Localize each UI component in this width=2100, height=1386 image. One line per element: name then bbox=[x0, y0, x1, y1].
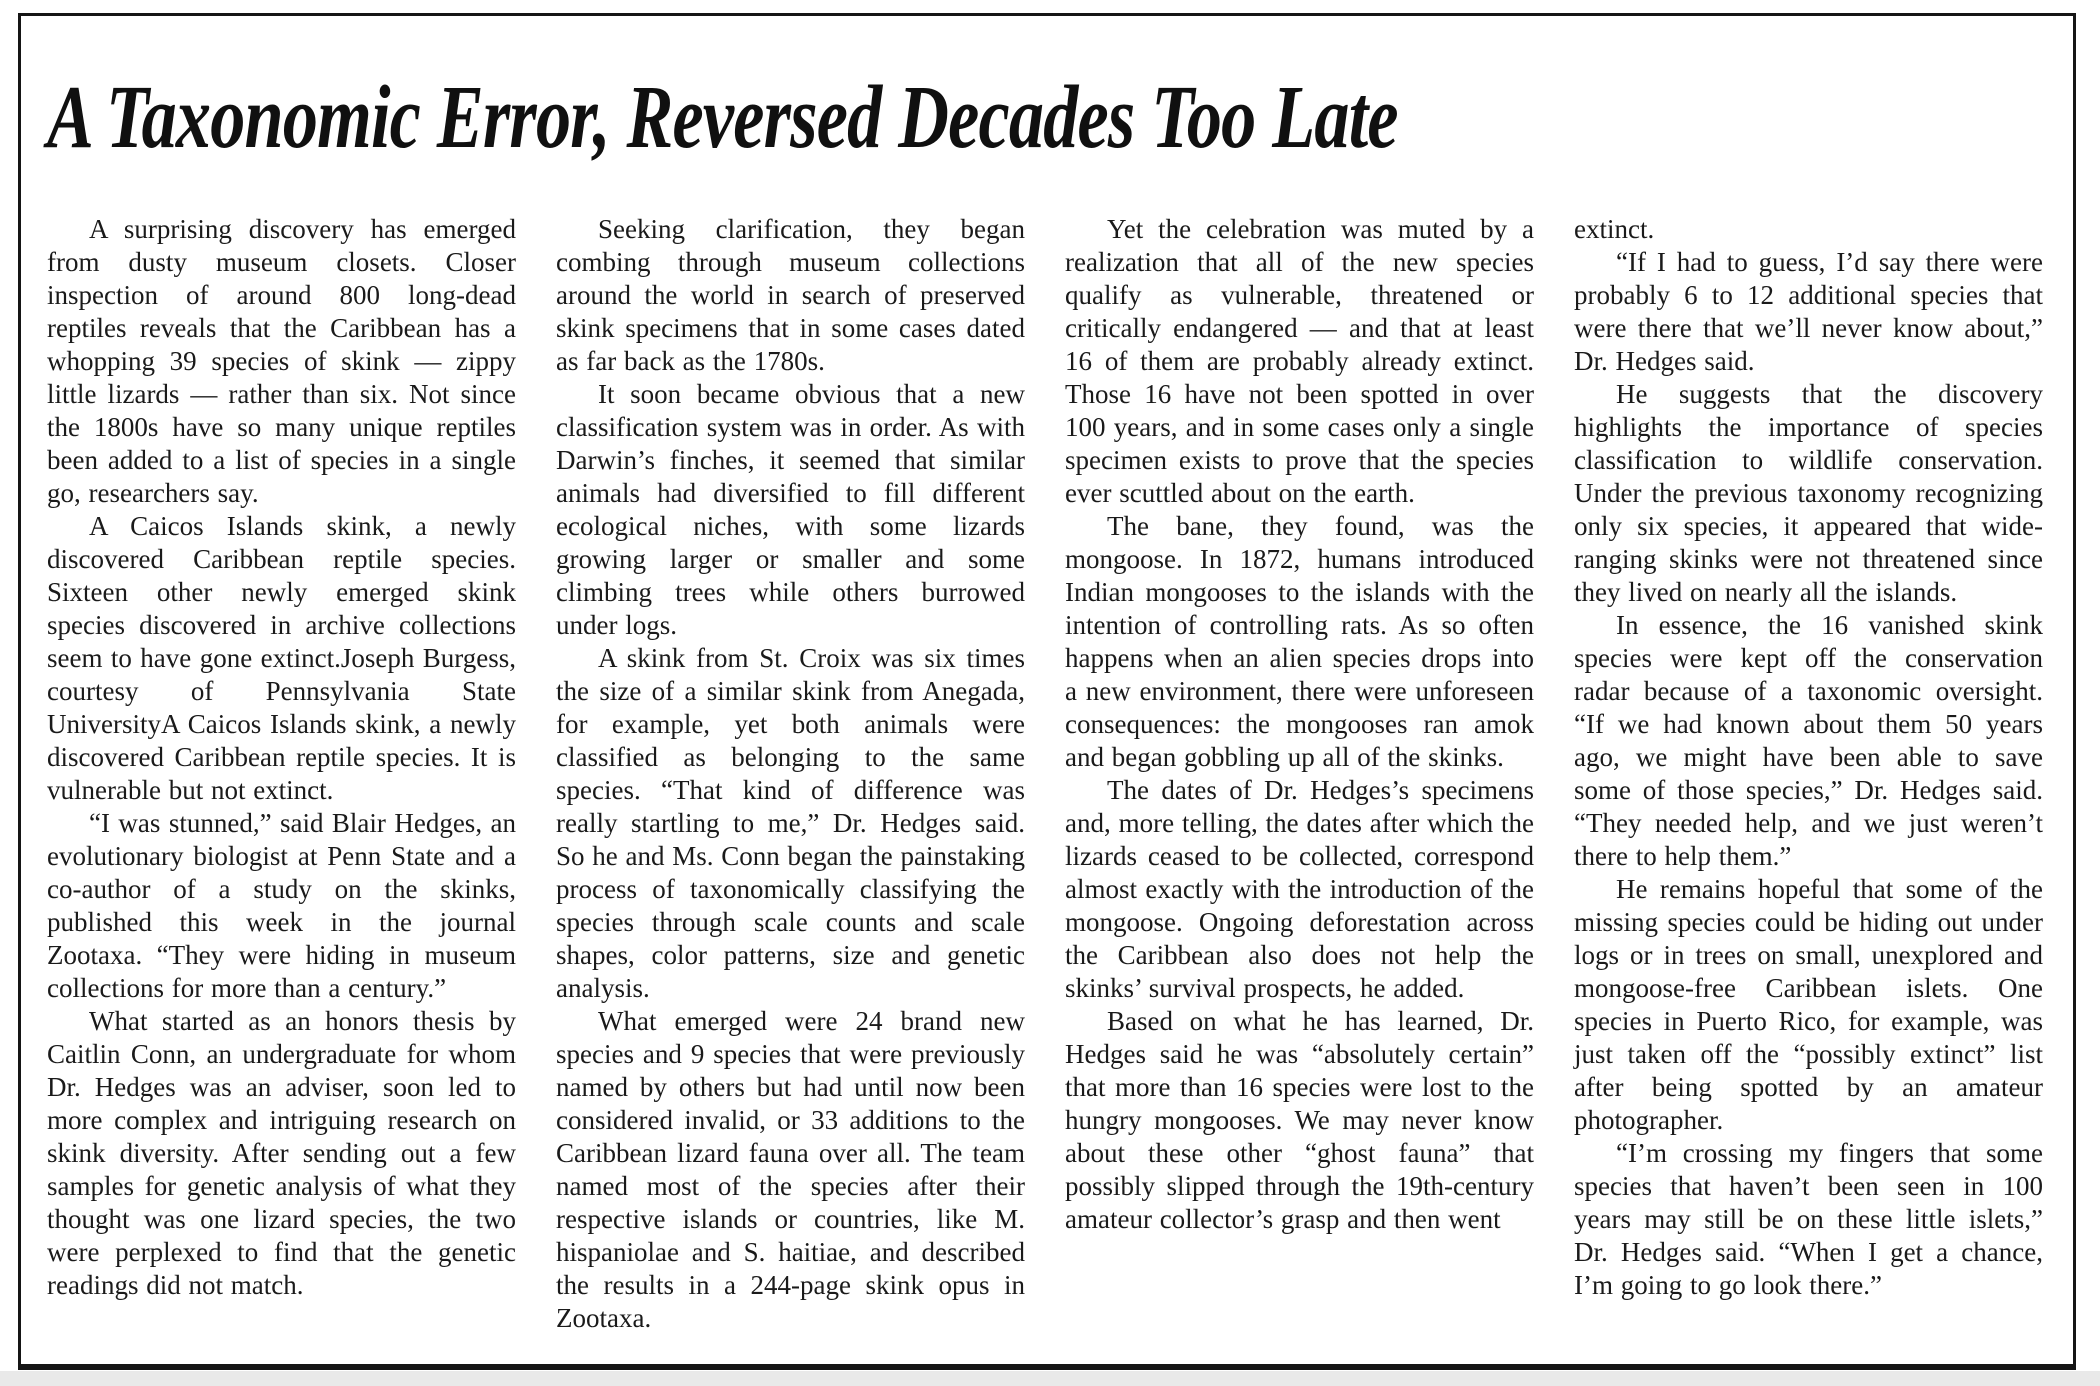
article-paragraph: In essence, the 16 vanished skink species were kept off the conservation radar because of a taxonomic oversight. “If we had known about them 50 years ago, we might have been able to save some of those species,” Dr. Hedges said. “They needed help, and we just weren’t there to help them.” bbox=[1574, 609, 2043, 871]
article-columns bbox=[47, 213, 2043, 1335]
article-paragraph: What started as an honors thesis by Caitlin Conn, an undergraduate for whom Dr. Hedges was an adviser, soon led to more complex and intriguing research on skink diversity. After sending out a few samples for genetic analysis of what they thought was one lizard species, the two were perplexed to find that the genetic readings did not match. bbox=[47, 1005, 516, 1300]
article-paragraph: Yet the celebration was muted by a realization that all of the new species qualify as vulnerable, threatened or critically endangered — and that at least 16 of them are probably already extinct. Those 16 have not been spotted in over 100 years, and in some cases only a single specimen exists to prove that the species ever scuttled about on the earth. bbox=[1065, 213, 1534, 508]
article-paragraph: Based on what he has learned, Dr. Hedges said he was “absolutely certain” that more than 16 species were lost to the hungry mongooses. We may never know about these other “ghost fauna” that possibly slipped through the 19th-century amateur collector’s grasp and then went bbox=[1065, 1005, 1534, 1234]
article-paragraph: A surprising discovery has emerged from dusty museum closets. Closer inspection of around 800 long-dead reptiles reveals that the Caribbean has a whopping 39 species of skink — zippy little lizards — rather than six. Not since the 1800s have so many unique reptiles been added to a list of species in a single go, researchers say. bbox=[47, 213, 516, 508]
article-paragraph: “If I had to guess, I’d say there were probably 6 to 12 additional species that were there that we’ll never know about,” Dr. Hedges said. bbox=[1574, 246, 2043, 376]
page-title bbox=[47, 68, 2043, 169]
page-title-text: A Taxonomic Error, Reversed Decades Too Late bbox=[47, 68, 1398, 167]
article-paragraph: Seeking clarification, they began combing through museum collections around the world in search of preserved skink specimens that in some cases dated as far back as the 1780s. bbox=[556, 213, 1025, 376]
article-paragraph: He remains hopeful that some of the missing species could be hiding out under logs or in trees on small, unexplored and mongoose-free Caribbean islets. One species in Puerto Rico, for example, was just taken off the “possibly extinct” list after being spotted by an amateur photographer. bbox=[1574, 873, 2043, 1135]
article-paragraph: A skink from St. Croix was six times the size of a similar skink from Anegada, for example, yet both animals were classified as belonging to the same species. “That kind of difference was really startling to me,” Dr. Hedges said. So he and Ms. Conn began the painstaking process of taxonomically classifying the species through scale counts and scale shapes, color patterns, size and genetic analysis. bbox=[556, 642, 1025, 1003]
article-paragraph: It soon became obvious that a new classification system was in order. As with Darwin’s finches, it seemed that similar animals had diversified to fill different ecological niches, with some lizards growing larger or smaller and some climbing trees while others burrowed under logs. bbox=[556, 378, 1025, 640]
article-paragraph-continued: extinct. bbox=[1574, 213, 1655, 244]
article-column bbox=[1065, 213, 1534, 1335]
article-column bbox=[1574, 213, 2043, 1335]
page-bottom-strip bbox=[0, 1371, 2100, 1386]
article-column bbox=[556, 213, 1025, 1335]
article-page bbox=[18, 13, 2076, 1370]
article-paragraph: “I’m crossing my fingers that some species that haven’t been seen in 100 years may still be on these little islets,” Dr. Hedges said. “When I get a chance, I’m going to go look there.” bbox=[1574, 1137, 2043, 1300]
article-paragraph: A Caicos Islands skink, a newly discovered Caribbean reptile species. Sixteen other newly emerged skink species discovered in archive collections seem to have gone extinct.Joseph Burgess, courtesy of Pennsylvania State UniversityA Caicos Islands skink, a newly discovered Caribbean reptile species. It is vulnerable but not extinct. bbox=[47, 510, 516, 805]
article-paragraph: The bane, they found, was the mongoose. In 1872, humans introduced Indian mongooses to the islands with the intention of controlling rats. As so often happens when an alien species drops into a new environment, there were unforeseen consequences: the mongooses ran amok and began gobbling up all of the skinks. bbox=[1065, 510, 1534, 772]
article-paragraph: What emerged were 24 brand new species and 9 species that were previously named by others but had until now been considered invalid, or 33 additions to the Caribbean lizard fauna over all. The team named most of the species after their respective islands or countries, like M. hispaniolae and S. haitiae, and described the results in a 244-page skink opus in Zootaxa. bbox=[556, 1005, 1025, 1333]
article-paragraph: “I was stunned,” said Blair Hedges, an evolutionary biologist at Penn State and a co-author of a study on the skinks, published this week in the journal Zootaxa. “They were hiding in museum collections for more than a century.” bbox=[47, 807, 516, 1003]
article-paragraph: He suggests that the discovery highlights the importance of species classification to wildlife conservation. Under the previous taxonomy recognizing only six species, it appeared that wide-ranging skinks were not threatened since they lived on nearly all the islands. bbox=[1574, 378, 2043, 607]
article-column bbox=[47, 213, 516, 1335]
article-paragraph: The dates of Dr. Hedges’s specimens and, more telling, the dates after which the lizards ceased to be collected, correspond almost exactly with the introduction of the mongoose. Ongoing deforestation across the Caribbean also does not help the skinks’ survival prospects, he added. bbox=[1065, 774, 1534, 1003]
